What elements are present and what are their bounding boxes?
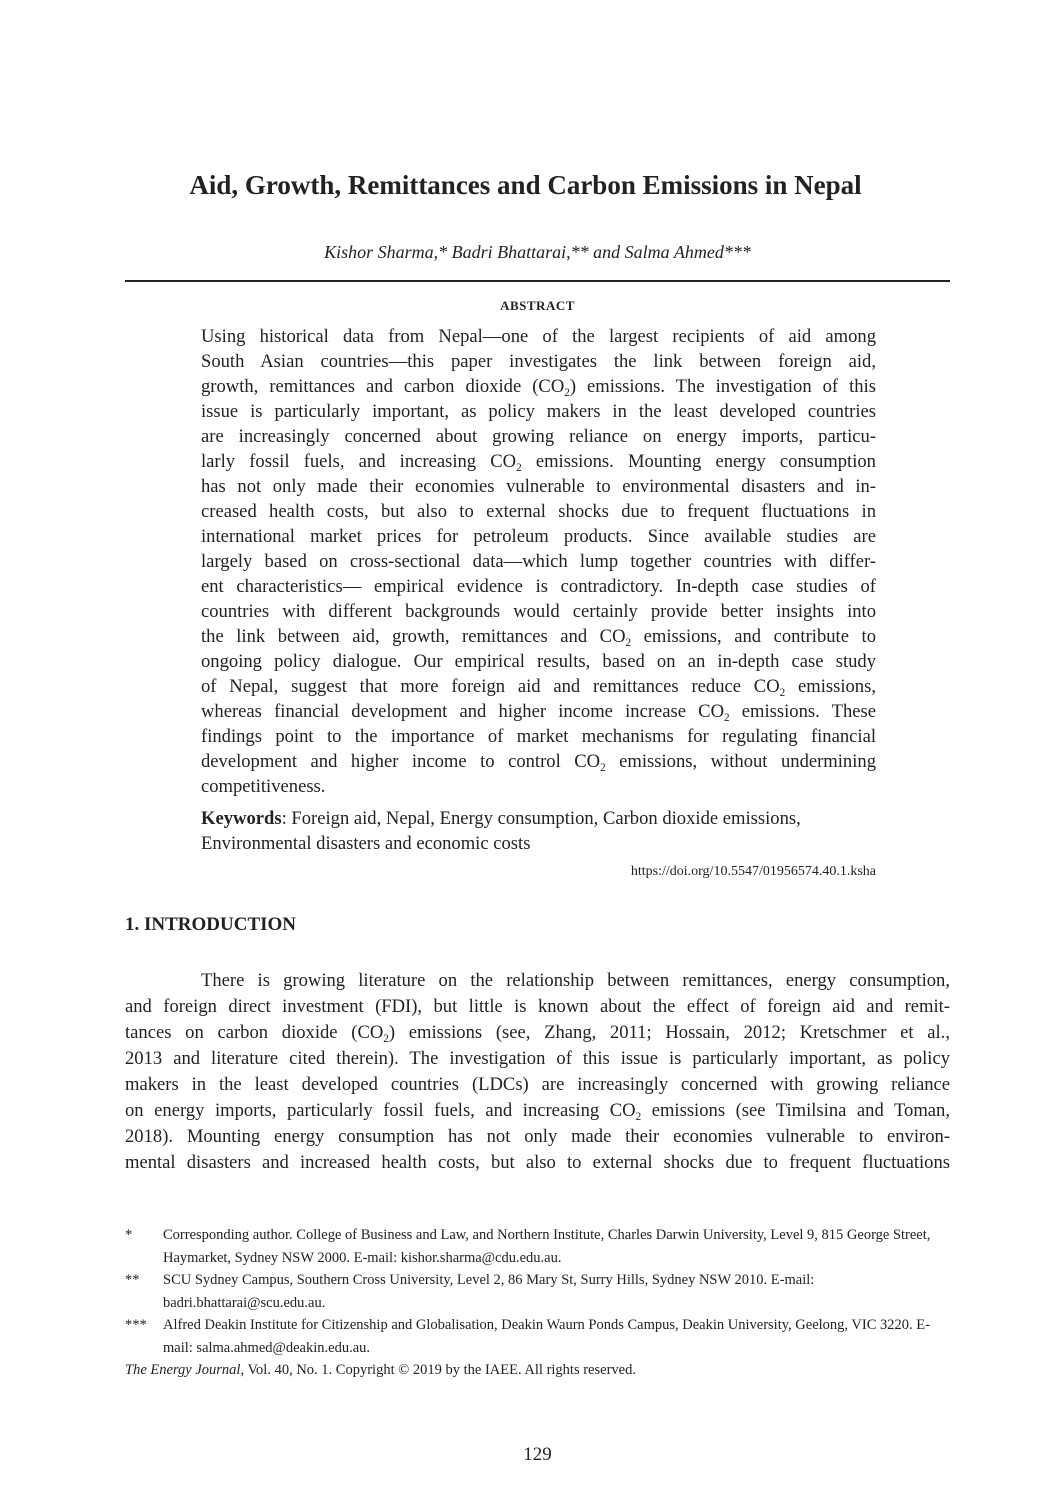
text-segment: emissions. Mounting energy consumption — [521, 451, 876, 472]
text-segment: 2018). Mounting energy consumption has not only made their economies vulnerable to environ- — [125, 1126, 950, 1147]
text-line — [201, 474, 876, 499]
text-line — [125, 1124, 950, 1150]
footnote — [125, 1314, 955, 1359]
subscript: 2 — [600, 761, 606, 774]
text-segment: There is growing literature on the relationship between remittances, energy consumption, — [201, 970, 950, 991]
text-segment: South Asian countries—this paper investigates the link between foreign aid, — [201, 351, 876, 372]
text-line — [201, 674, 876, 699]
text-segment: ongoing policy dialogue. Our empirical results, based on an in-depth case study — [201, 651, 876, 672]
footnotes — [125, 1224, 955, 1382]
text-segment: emissions. These — [729, 701, 876, 722]
journal-citation — [125, 1359, 955, 1382]
section-heading-introduction: 1. INTRODUCTION — [125, 914, 297, 935]
text-line — [201, 699, 876, 724]
text-line — [201, 349, 876, 374]
text-segment: creased health costs, but also to external shocks due to frequent fluctuations in — [201, 501, 876, 522]
text-segment: and foreign direct investment (FDI), but little is known about the effect of foreign aid and remit- — [125, 996, 950, 1017]
text-segment: larly fossil fuels, and increasing CO — [201, 451, 517, 472]
footnote — [125, 1269, 955, 1314]
text-segment: ) emissions. The investigation of this — [569, 376, 876, 397]
footnote-mark: ** — [125, 1272, 140, 1288]
text-line — [125, 994, 950, 1020]
text-segment: mental disasters and increased health costs, but also to external shocks due to frequent fluctuations — [125, 1152, 950, 1173]
text-segment: countries with different backgrounds would certainly provide better insights into — [201, 601, 876, 622]
text-line — [201, 324, 876, 349]
text-line — [125, 1150, 950, 1176]
footnote-mark: * — [125, 1227, 133, 1243]
text-segment: emissions (see Timilsina and Toman, — [641, 1100, 950, 1121]
text-segment: has not only made their economies vulnerable to environmental disasters and in- — [201, 476, 876, 497]
footnote-text: Alfred Deakin Institute for Citizenship and Globalisation, Deakin Waurn Ponds Campus, Deakin University, Geelong, VIC 3220. E-mail: salma.ahmed@deakin.edu.au. — [163, 1317, 930, 1356]
keywords-text-continued: Environmental disasters and economic costs — [201, 833, 531, 854]
text-segment: on energy imports, particularly fossil fuels, and increasing CO — [125, 1100, 636, 1121]
doi-link[interactable]: https://doi.org/10.5547/01956574.40.1.ksha — [630, 864, 876, 879]
footnote-text: Corresponding author. College of Business and Law, and Northern Institute, Charles Darwin University, Level 9, 815 George Street, Haymarket, Sydney NSW 2000. E-mail: kishor.sharma@cdu.edu.au. — [163, 1227, 931, 1266]
text-line — [125, 968, 950, 994]
text-segment: whereas financial development and higher income increase CO — [201, 701, 725, 722]
text-segment: ) emissions (see, Zhang, 2011; Hossain, 2012; Kretschmer et al., — [388, 1022, 950, 1043]
text-line — [201, 599, 876, 624]
text-line — [125, 1020, 950, 1046]
text-line — [201, 499, 876, 524]
keywords-label: Keywords — [201, 808, 282, 829]
text-segment: issue is particularly important, as policy makers in the least developed countries — [201, 401, 876, 422]
text-line — [125, 1072, 950, 1098]
text-segment: are increasingly concerned about growing reliance on energy imports, particu- — [201, 426, 876, 447]
journal-details: , Vol. 40, No. 1. Copyright © 2019 by the IAEE. All rights reserved. — [240, 1362, 636, 1378]
introduction-body — [125, 968, 950, 1176]
text-segment: the link between aid, growth, remittances and CO — [201, 626, 626, 647]
text-segment: of Nepal, suggest that more foreign aid and remittances reduce CO — [201, 676, 780, 697]
text-segment: development and higher income to control CO — [201, 751, 601, 772]
text-line — [201, 399, 876, 424]
keywords-text: : Foreign aid, Nepal, Energy consumption, Carbon dioxide emissions, — [281, 808, 801, 829]
header-divider — [125, 280, 950, 282]
subscript: 2 — [564, 386, 570, 399]
text-line — [201, 374, 876, 399]
journal-name: The Energy Journal — [125, 1362, 241, 1378]
text-line — [125, 1046, 950, 1072]
text-line — [201, 574, 876, 599]
subscript: 2 — [724, 711, 730, 724]
paper-title: Aid, Growth, Remittances and Carbon Emissions in Nepal — [189, 170, 862, 200]
text-segment: growth, remittances and carbon dioxide (CO — [201, 376, 565, 397]
text-segment: competitiveness. — [201, 776, 326, 797]
page-number: 129 — [523, 1444, 552, 1465]
text-line — [201, 549, 876, 574]
text-line — [201, 449, 876, 474]
text-line — [201, 724, 876, 749]
footnote-list — [125, 1224, 955, 1359]
text-line — [201, 624, 876, 649]
text-line — [201, 749, 876, 774]
text-line — [201, 649, 876, 674]
footnote-text: SCU Sydney Campus, Southern Cross University, Level 2, 86 Mary St, Surry Hills, Sydney NSW 2010. E-mail: badri.bhattarai@scu.edu.au. — [163, 1272, 815, 1311]
text-line — [201, 424, 876, 449]
subscript: 2 — [516, 461, 522, 474]
keywords — [201, 806, 876, 856]
abstract-body — [201, 324, 876, 799]
text-segment: international market prices for petroleum products. Since available studies are — [201, 526, 876, 547]
author-list: Kishor Sharma,* Badri Bhattarai,** and Salma Ahmed*** — [324, 242, 751, 262]
text-line — [201, 524, 876, 549]
subscript: 2 — [635, 1110, 642, 1123]
text-segment: makers in the least developed countries (LDCs) are increasingly concerned with growing reliance — [125, 1074, 950, 1095]
text-segment: 2013 and literature cited therein). The investigation of this issue is particularly important, as policy — [125, 1048, 950, 1069]
text-segment: emissions, without undermining — [605, 751, 876, 772]
text-segment: Using historical data from Nepal—one of the largest recipients of aid among — [201, 326, 876, 347]
text-line — [201, 774, 876, 799]
text-segment: tances on carbon dioxide (CO — [125, 1022, 384, 1043]
text-segment: emissions, — [785, 676, 876, 697]
text-segment: ent characteristics— empirical evidence is contradictory. In-depth case studies of — [201, 576, 876, 597]
subscript: 2 — [625, 636, 632, 649]
text-segment: findings point to the importance of market mechanisms for regulating financial — [201, 726, 876, 747]
subscript: 2 — [383, 1032, 389, 1045]
keywords-line — [201, 808, 801, 829]
abstract-heading: ABSTRACT — [500, 298, 575, 313]
footnote-mark: *** — [125, 1317, 147, 1333]
subscript: 2 — [779, 686, 786, 699]
text-line — [125, 1098, 950, 1124]
text-segment: largely based on cross-sectional data—which lump together countries with differ- — [201, 551, 876, 572]
footnote — [125, 1224, 955, 1269]
text-segment: emissions, and contribute to — [631, 626, 876, 647]
